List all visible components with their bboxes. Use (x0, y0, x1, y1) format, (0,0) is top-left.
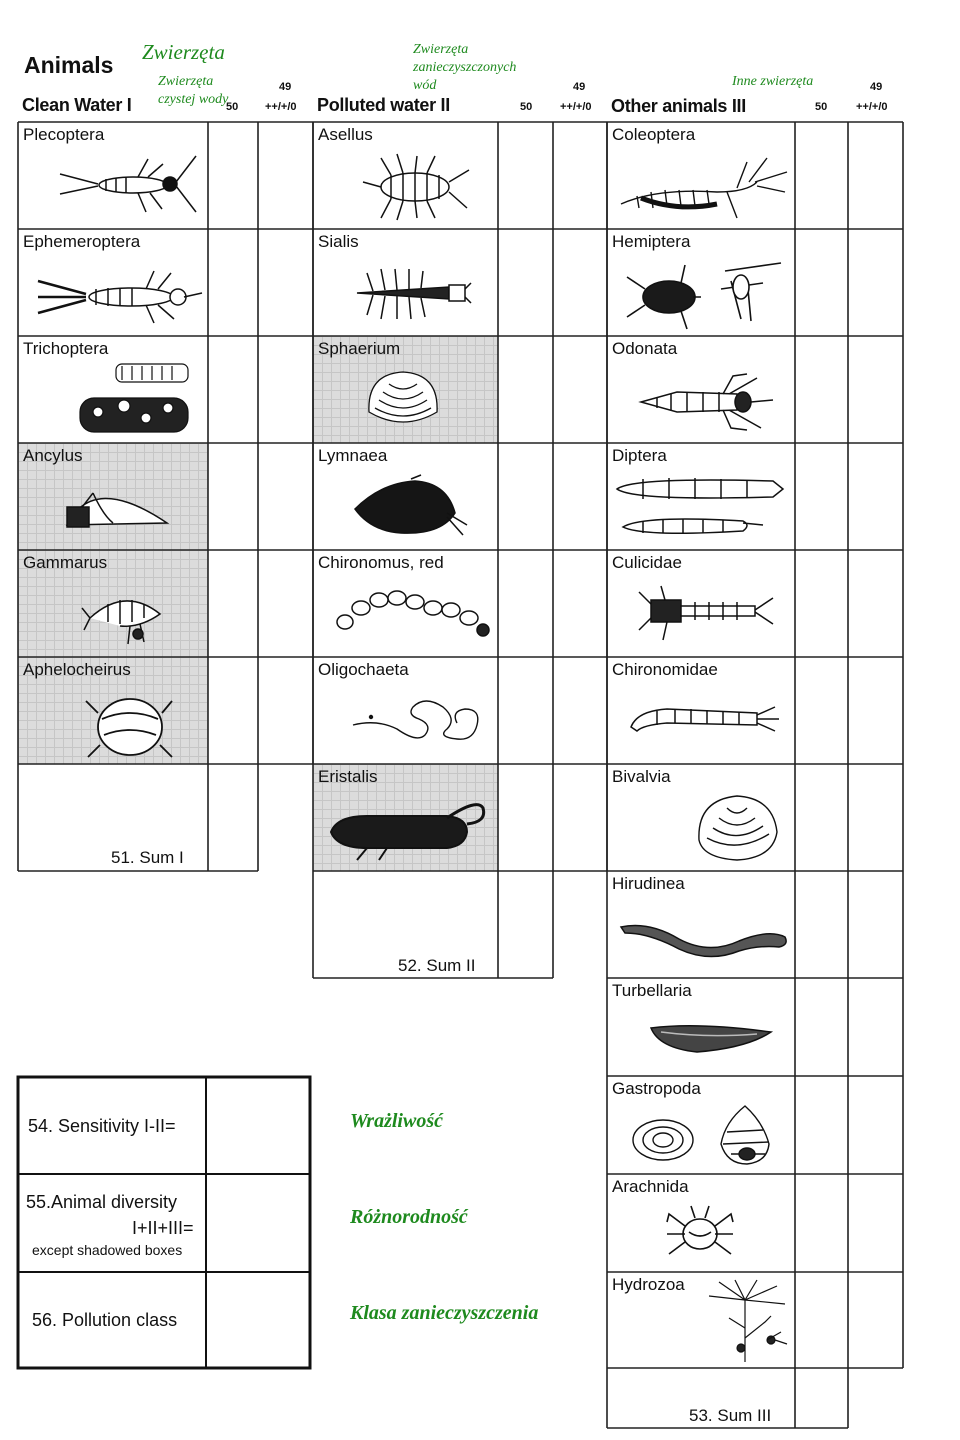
animal-name: Diptera (612, 446, 667, 465)
animal-name: Sphaerium (318, 339, 401, 358)
pollution-class-label: 56. Pollution class (32, 1310, 178, 1330)
animal-name: Arachnida (612, 1177, 689, 1196)
diversity-value-box[interactable] (208, 1176, 308, 1270)
animal-name: Gastropoda (612, 1079, 701, 1098)
sum-label-col3: 53. Sum III (689, 1406, 772, 1425)
form-title: Animals (24, 52, 114, 78)
col2-n49: 49 (573, 81, 586, 93)
col1-header-polish-2: czystej wody (158, 92, 229, 107)
form-title-polish: Zwierzęta (142, 40, 225, 64)
sum-label-col1: 51. Sum I (111, 848, 184, 867)
col2-header-polish-2: zanieczyszczonych (413, 60, 517, 75)
col3-header: Other animals III (611, 96, 746, 116)
animal-name: Chironomus, red (318, 553, 444, 572)
col1-sym: ++/+/0 (265, 101, 297, 113)
animal-name: Coleoptera (612, 125, 696, 144)
sensitivity-value-box[interactable] (208, 1079, 308, 1172)
col3-n49: 49 (870, 81, 883, 93)
sensitivity-label: 54. Sensitivity I-II= (28, 1116, 176, 1136)
animal-name: Asellus (318, 125, 373, 144)
diversity-label-1: 55.Animal diversity (26, 1192, 178, 1212)
animal-name: Bivalvia (612, 767, 671, 786)
animal-name: Ephemeroptera (23, 232, 141, 251)
col1-n49: 49 (279, 81, 292, 93)
col1-n50: 50 (226, 101, 239, 113)
col2-header-polish-1: Zwierzęta (413, 42, 469, 57)
pollution-class-value-box[interactable] (208, 1274, 308, 1366)
col3-sym: ++/+/0 (856, 101, 888, 113)
col2-sym: ++/+/0 (560, 101, 592, 113)
animal-name: Oligochaeta (318, 660, 409, 679)
animal-name: Lymnaea (318, 446, 388, 465)
animal-name: Hirudinea (612, 874, 685, 893)
animal-name: Ancylus (23, 446, 83, 465)
animal-name: Aphelocheirus (23, 660, 131, 679)
col2-header-polish-3: wód (413, 78, 437, 93)
animal-name: Odonata (612, 339, 678, 358)
animal-name: Eristalis (318, 767, 378, 786)
col3-n50: 50 (815, 101, 828, 113)
pollution-class-polish: Klasa zanieczyszczenia (350, 1302, 539, 1324)
col2-n50: 50 (520, 101, 533, 113)
diversity-label-3: except shadowed boxes (32, 1242, 183, 1258)
animal-name: Turbellaria (612, 981, 692, 1000)
animal-name: Hydrozoa (612, 1275, 685, 1294)
col1-header-polish-1: Zwierzęta (158, 74, 214, 89)
col1-header: Clean Water I (22, 95, 132, 115)
col3-header-polish: Inne zwierzęta (732, 74, 814, 89)
animal-name: Plecoptera (23, 125, 105, 144)
animal-name: Gammarus (23, 553, 108, 572)
diversity-polish: Różnorodność (350, 1206, 468, 1228)
animal-name: Sialis (318, 232, 359, 251)
animal-name: Trichoptera (23, 339, 109, 358)
animal-name: Culicidae (612, 553, 682, 572)
col2-header: Polluted water II (317, 95, 450, 115)
animal-name: Hemiptera (612, 232, 691, 251)
diversity-label-2: I+II+III= (132, 1218, 194, 1238)
sum-label-col2: 52. Sum II (398, 956, 476, 975)
animal-name: Chironomidae (612, 660, 718, 679)
sensitivity-polish: Wrażliwość (350, 1110, 443, 1132)
